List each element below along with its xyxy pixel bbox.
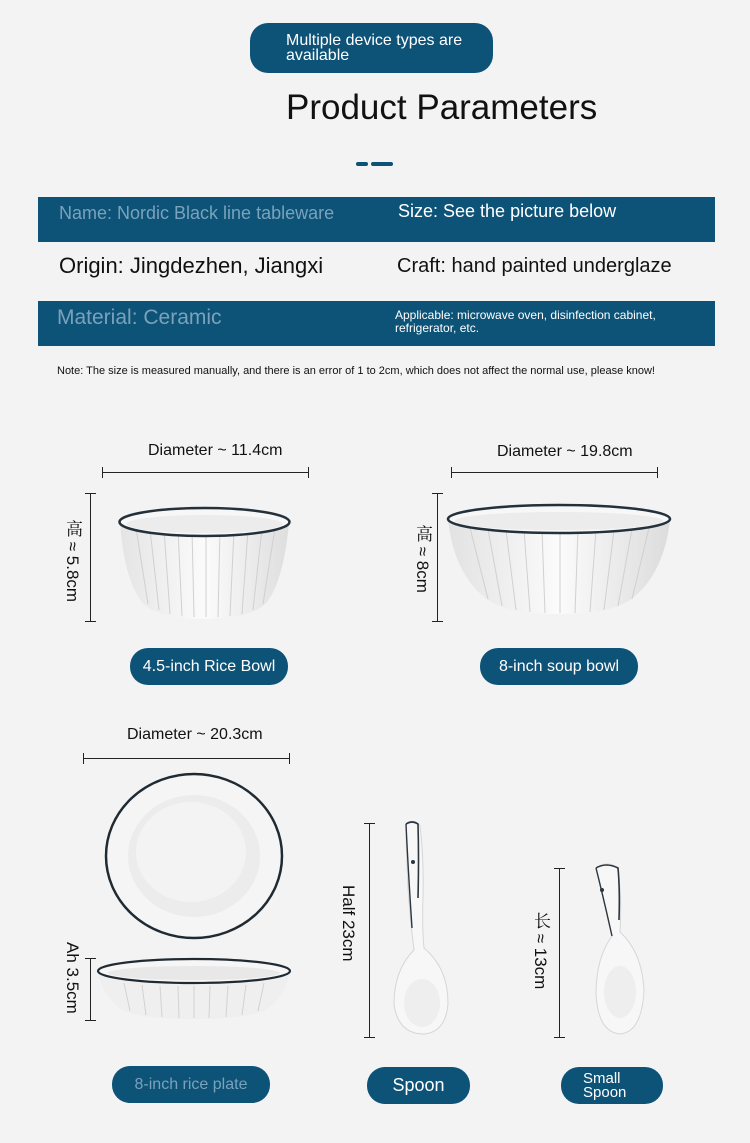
soup-bowl-height: 高 ≈ 8cm bbox=[413, 525, 432, 593]
soup-bowl-label: 8-inch soup bowl bbox=[480, 648, 638, 685]
small-spoon-length-line bbox=[559, 868, 560, 1038]
rice-plate-side-image bbox=[94, 955, 294, 1021]
title-dash-2 bbox=[371, 162, 393, 166]
device-types-badge bbox=[250, 23, 493, 73]
spoon-length: Half 23cm bbox=[339, 885, 358, 962]
rice-bowl-diameter: Diameter ~ 11.4cm bbox=[148, 442, 283, 459]
small-spoon-label bbox=[561, 1067, 663, 1104]
rice-bowl-height: 高 ≈ 5.8cm bbox=[63, 520, 82, 603]
small-spoon-label-text: Small Spoon bbox=[583, 1069, 627, 1101]
param-material: Material: Ceramic bbox=[57, 306, 222, 329]
size-note: Note: The size is measured manually, and there is an error of 1 to 2cm, which does not affect the normal use, please know! bbox=[57, 365, 655, 377]
param-origin: Origin: Jingdezhen, Jiangxi bbox=[59, 253, 324, 278]
small-spoon-length: 长 ≈ 13cm bbox=[531, 912, 550, 990]
page-title: Product Parameters bbox=[286, 88, 598, 127]
small-spoon-image bbox=[590, 860, 652, 1040]
params-row-1 bbox=[38, 197, 715, 242]
rice-bowl-image bbox=[112, 504, 297, 624]
param-name: Name: Nordic Black line tableware bbox=[59, 203, 335, 223]
params-row-3 bbox=[38, 301, 715, 346]
soup-bowl-image bbox=[444, 502, 674, 620]
rice-plate-label: 8-inch rice plate bbox=[112, 1066, 270, 1103]
title-dash-1 bbox=[356, 162, 368, 166]
rice-plate-height-line bbox=[90, 958, 91, 1021]
spoon-length-line bbox=[369, 823, 370, 1038]
param-craft: Craft: hand painted underglaze bbox=[397, 255, 672, 277]
device-types-badge-text: Multiple device types are available bbox=[286, 32, 463, 64]
spoon-image bbox=[388, 818, 458, 1040]
rice-plate-height: Ah 3.5cm bbox=[63, 942, 82, 1014]
rice-plate-top-image bbox=[103, 772, 285, 940]
soup-bowl-height-line bbox=[437, 493, 438, 622]
rice-bowl-diameter-line bbox=[102, 472, 309, 473]
param-size: Size: See the picture below bbox=[398, 201, 617, 221]
param-applicable: Applicable: microwave oven, disinfection cabinet, refrigerator, etc. bbox=[395, 308, 656, 335]
soup-bowl-diameter: Diameter ~ 19.8cm bbox=[497, 443, 633, 460]
rice-plate-diameter-line bbox=[83, 758, 290, 759]
rice-bowl-height-line bbox=[90, 493, 91, 622]
soup-bowl-diameter-line bbox=[451, 472, 658, 473]
spoon-label: Spoon bbox=[367, 1067, 470, 1104]
rice-bowl-label: 4.5-inch Rice Bowl bbox=[130, 648, 288, 685]
rice-plate-diameter: Diameter ~ 20.3cm bbox=[127, 726, 263, 743]
